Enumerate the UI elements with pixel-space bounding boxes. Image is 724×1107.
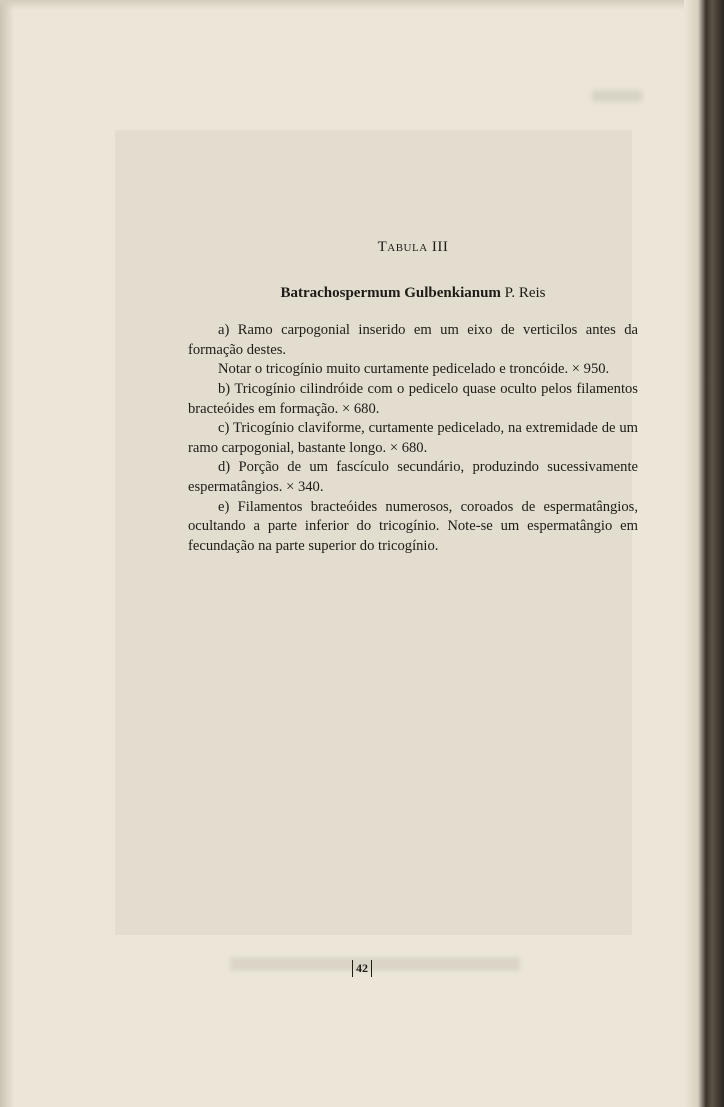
species-heading bbox=[188, 284, 638, 304]
legend-item-e: e) Filamentos bracteóides numerosos, coroados de espermatângios, ocultando a parte inferior do tricogínio. Note-se um espermatângio em fecundação na parte superior do tricogínio. bbox=[188, 498, 638, 554]
species-author: P. Reis bbox=[504, 284, 546, 301]
legend-note: Notar o tricogínio muito curtamente pedicelado e troncóide. × 950. bbox=[218, 361, 610, 378]
book-binding-edge bbox=[684, 0, 724, 1107]
page-top-shadow bbox=[0, 0, 724, 10]
legend-item-a: a) Ramo carpogonial inserido em um eixo de verticilos antes da formação destes. bbox=[188, 322, 638, 358]
species-binomial: Batrachospermum Gulbenkianum bbox=[280, 284, 501, 301]
plate-legend bbox=[188, 238, 638, 556]
legend-item-d: d) Porção de um fascículo secundário, produzindo sucessivamente espermatângios. × 340. bbox=[188, 459, 638, 495]
page-number-value: 42 bbox=[352, 960, 372, 977]
page-left-shadow bbox=[0, 0, 14, 1107]
show-through-corner-mark bbox=[592, 90, 642, 102]
page-number bbox=[0, 960, 724, 977]
legend-item-b: b) Tricogínio cilindróide com o pedicelo quase oculto pelos filamentos bracteóides em formação. × 680. bbox=[188, 380, 638, 417]
legend-item-c: c) Tricogínio claviforme, curtamente pedicelado, na extremidade de um ramo carpogonial, bastante longo. × 680. bbox=[188, 420, 638, 456]
plate-title: Tabula III bbox=[377, 239, 449, 255]
